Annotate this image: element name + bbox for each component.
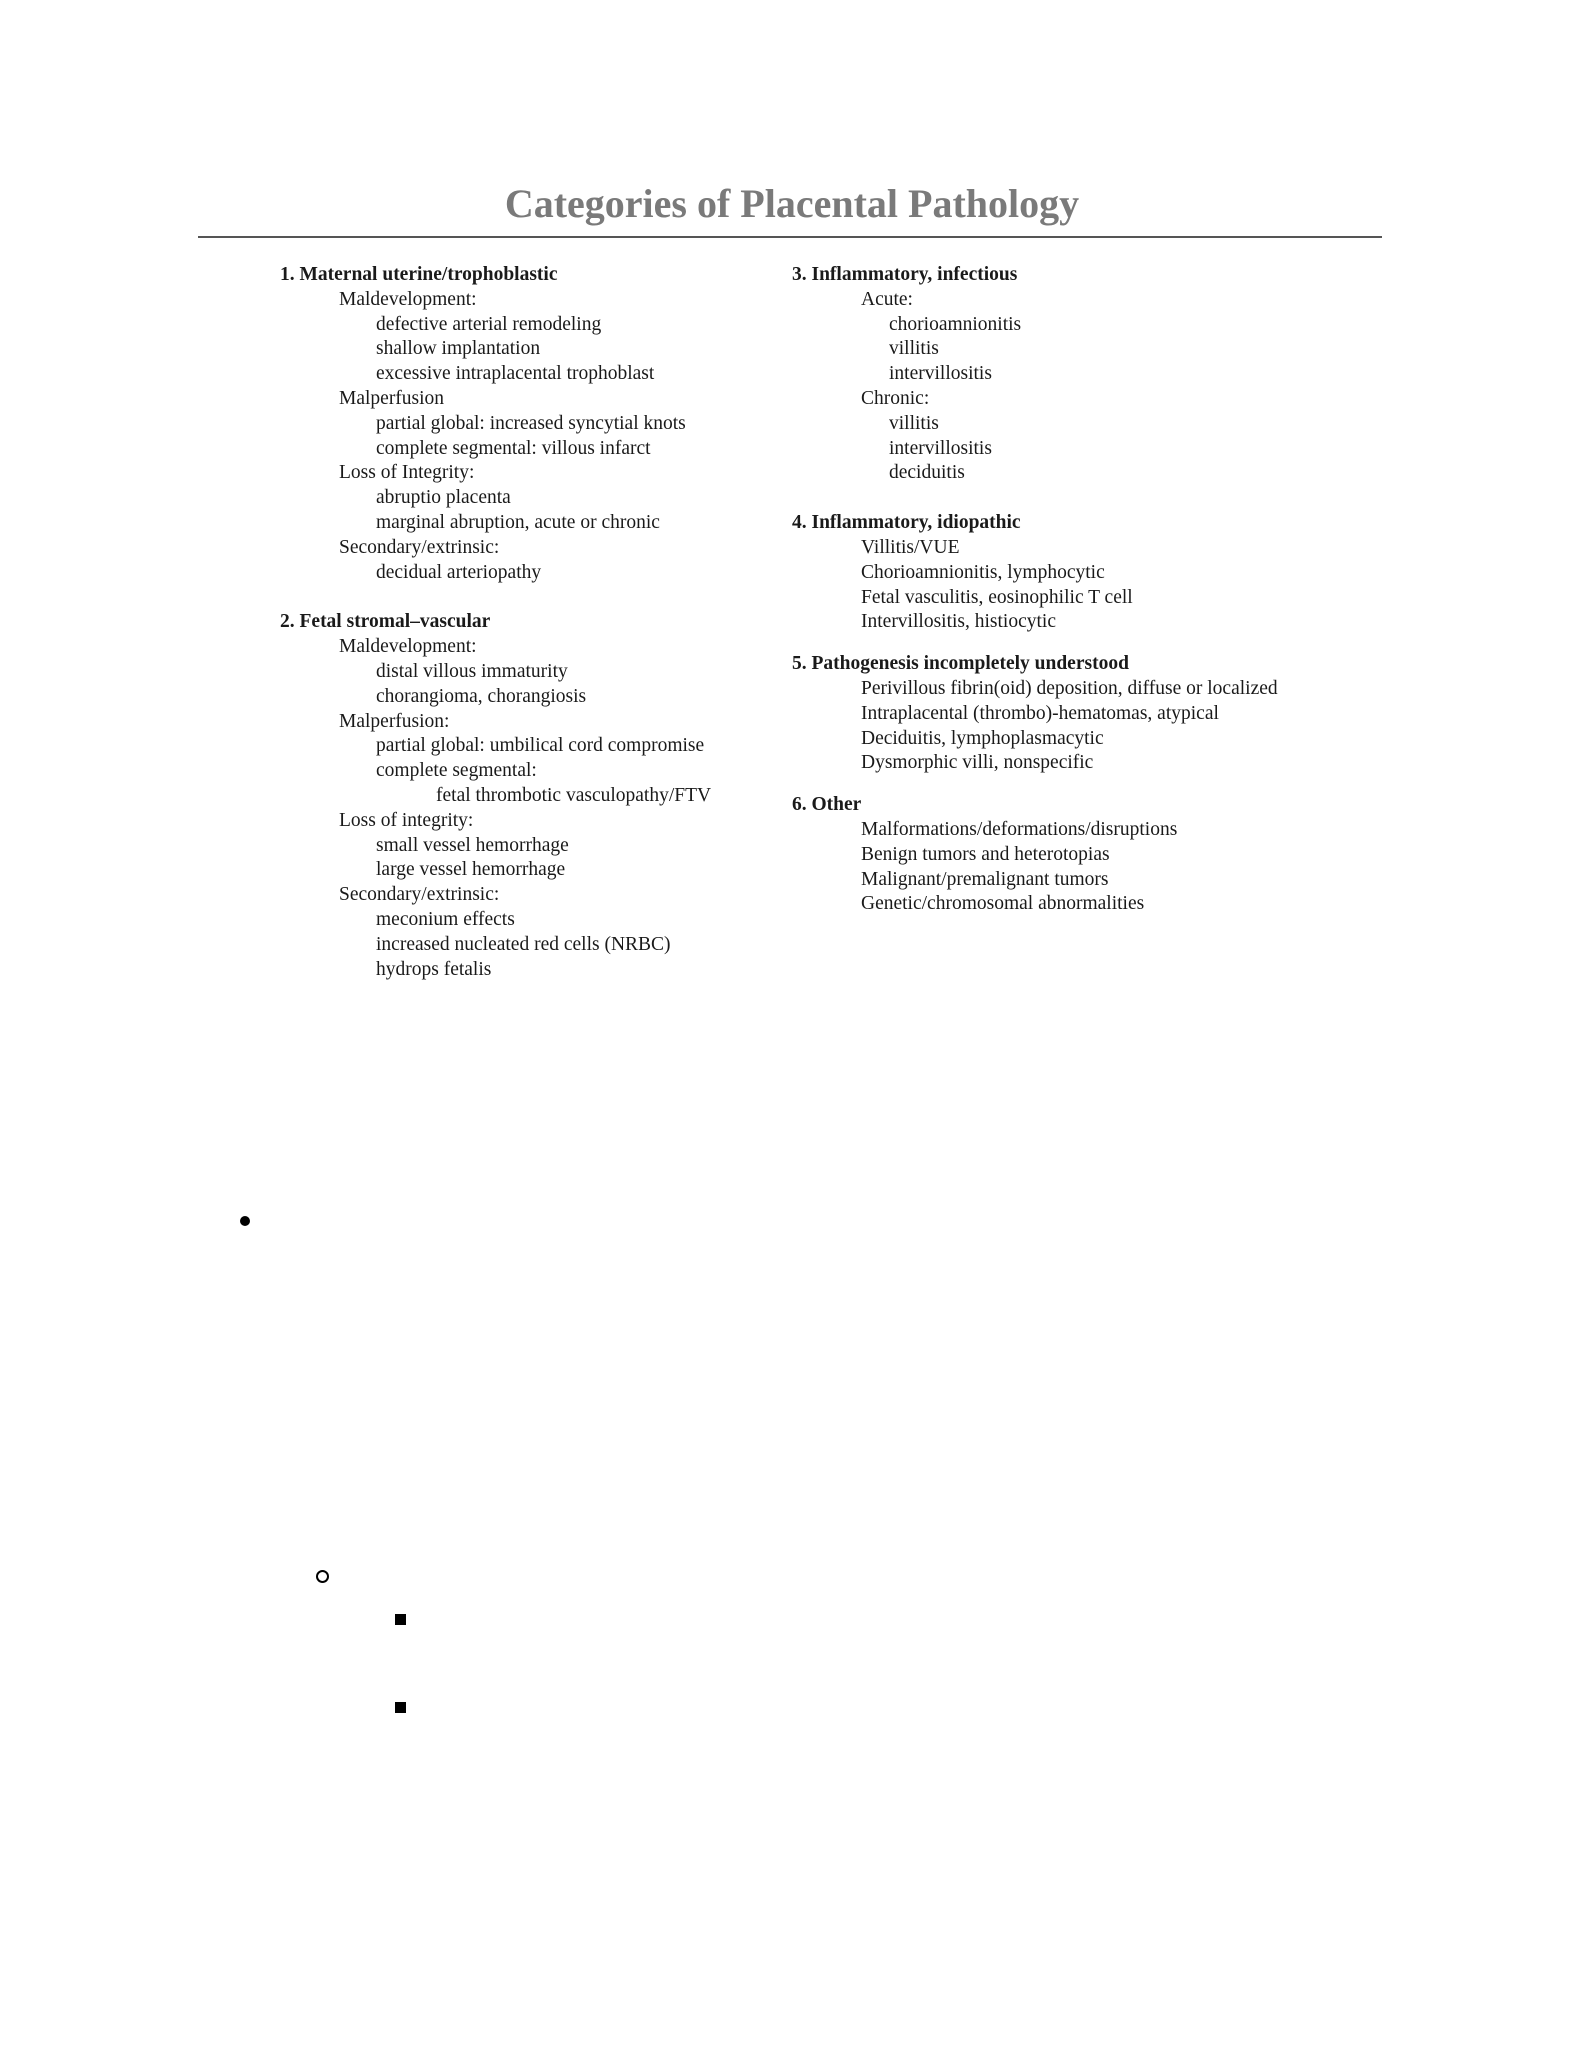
disc-bullet-icon [240,1216,250,1226]
list-item: Fetal vasculitis, eosinophilic T cell [861,586,1133,608]
list-item: decidual arteriopathy [376,561,542,583]
circle-bullet-icon [316,1570,329,1583]
list-item: chorangioma, chorangiosis [376,685,587,707]
list-item: deciduitis [889,462,965,484]
list-item: large vessel hemorrhage [376,859,566,881]
list-item: small vessel hemorrhage [376,834,569,856]
list-item: Intraplacental (thrombo)-hematomas, atypical [861,702,1219,724]
section-heading: 2. Fetal stromal–vascular [280,611,491,633]
list-item: hydrops fetalis [376,958,492,980]
list-item: Intervillositis, histiocytic [861,611,1056,633]
list-item: abruptio placenta [376,487,511,509]
section-heading: 6. Other [792,794,862,816]
list-item: intervillositis [889,437,992,459]
list-item: Chorioamnionitis, lymphocytic [861,561,1105,583]
group-label: Malperfusion: [339,710,450,732]
left-column [280,263,780,1007]
list-item: partial global: umbilical cord compromise [376,735,705,757]
list-item: marginal abruption, acute or chronic [376,511,660,533]
page-title: Categories of Placental Pathology [504,181,1080,226]
list-item: Malformations/deformations/disruptions [861,818,1178,840]
list-item: fetal thrombotic vasculopathy/FTV [436,784,712,806]
list-item: Deciduitis, lymphoplasmacytic [861,727,1104,749]
list-item: villitis [889,338,939,360]
section-heading: 3. Inflammatory, infectious [792,264,1018,285]
group-label: Maldevelopment: [339,288,477,310]
group-label: Secondary/extrinsic: [339,536,500,558]
group-label: Loss of integrity: [339,809,474,831]
list-item: excessive intraplacental trophoblast [376,363,655,385]
section-inflammatory-infectious [792,263,1352,486]
group-label: Loss of Integrity: [339,462,475,484]
list-item: complete segmental: [376,760,537,782]
list-item: defective arterial remodeling [376,313,602,335]
list-item: Genetic/chromosomal abnormalities [861,893,1145,915]
list-item: Malignant/premalignant tumors [861,868,1109,890]
list-item: complete segmental: villous infarct [376,437,651,459]
list-item: villitis [889,412,939,434]
section-maternal [280,263,780,585]
group-label: Secondary/extrinsic: [339,884,500,906]
list-item: intervillositis [889,363,992,385]
group-label: Acute: [861,288,913,310]
list-item: Perivillous fibrin(oid) deposition, diffuse or localized [861,677,1278,699]
section-fetal [280,610,780,982]
list-item: increased nucleated red cells (NRBC) [376,933,671,955]
section-other [792,793,1352,917]
square-bullet-icon [395,1614,406,1625]
group-label: Maldevelopment: [339,636,477,658]
list-item: partial global: increased syncytial knots [376,412,686,434]
list-item: Villitis/VUE [861,536,960,558]
list-item: Dysmorphic villi, nonspecific [861,752,1094,774]
list-item: meconium effects [376,908,515,930]
list-item: shallow implantation [376,338,541,360]
list-item: distal villous immaturity [376,660,568,682]
title-divider [198,236,1382,238]
section-heading: 5. Pathogenesis incompletely understood [792,653,1129,675]
right-column [792,263,1352,942]
square-bullet-icon [395,1702,406,1713]
section-heading: 4. Inflammatory, idiopathic [792,512,1021,534]
list-item: chorioamnionitis [889,313,1022,335]
section-pathogenesis [792,652,1352,776]
group-label: Malperfusion [339,387,445,409]
list-item: Benign tumors and heterotopias [861,843,1110,865]
group-label: Chronic: [861,387,930,409]
section-inflammatory-idiopathic [792,511,1352,635]
section-heading: 1. Maternal uterine/trophoblastic [280,264,558,285]
